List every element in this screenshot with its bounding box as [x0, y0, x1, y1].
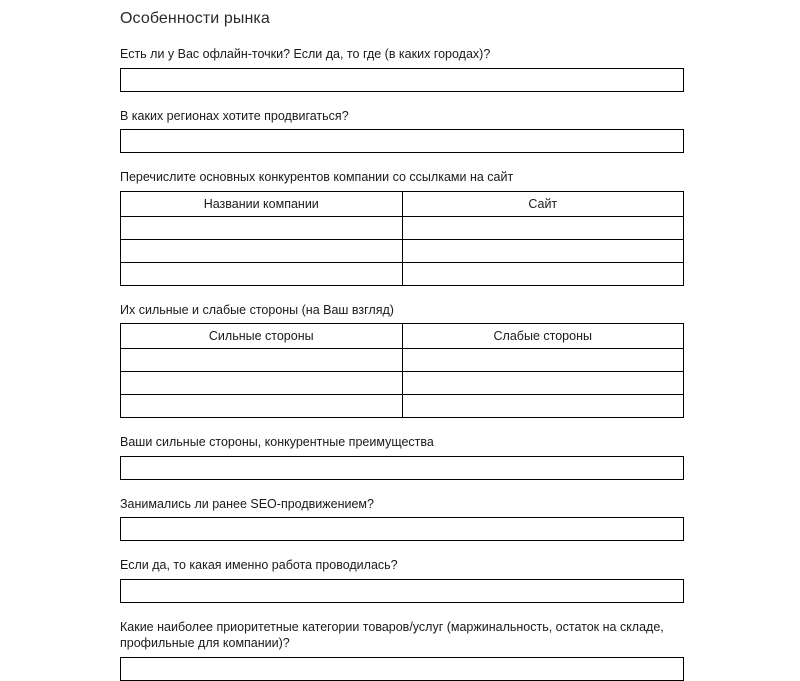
- cell-weakness[interactable]: [402, 395, 684, 418]
- cell-site[interactable]: [402, 216, 684, 239]
- question-seo-before: [120, 496, 684, 542]
- question-seo-what-work: [120, 557, 684, 603]
- competitors-table: [120, 191, 684, 286]
- cell-site[interactable]: [402, 239, 684, 262]
- question-label: Ваши сильные стороны, конкурентные преимущества: [120, 434, 684, 451]
- table-row: [121, 372, 684, 395]
- cell-company[interactable]: [121, 262, 403, 285]
- cell-company[interactable]: [121, 239, 403, 262]
- offline-points-input[interactable]: [120, 68, 684, 92]
- priority-categories-input[interactable]: [120, 657, 684, 681]
- question-own-strengths: [120, 434, 684, 480]
- question-label: Перечислите основных конкурентов компании со ссылками на сайт: [120, 169, 684, 186]
- column-header-company: Названии компании: [121, 191, 403, 216]
- seo-before-input[interactable]: [120, 517, 684, 541]
- table-row: [121, 349, 684, 372]
- seo-what-work-input[interactable]: [120, 579, 684, 603]
- cell-company[interactable]: [121, 216, 403, 239]
- regions-input[interactable]: [120, 129, 684, 153]
- cell-strength[interactable]: [121, 372, 403, 395]
- question-label: Их сильные и слабые стороны (на Ваш взгляд): [120, 302, 684, 319]
- question-label: Какие наиболее приоритетные категории товаров/услуг (маржинальность, остаток на складе, профильные для компании)?: [120, 619, 684, 653]
- table-header-row: [121, 191, 684, 216]
- question-label: В каких регионах хотите продвигаться?: [120, 108, 684, 125]
- table-row: [121, 239, 684, 262]
- question-label: Занимались ли ранее SEO-продвижением?: [120, 496, 684, 513]
- cell-weakness[interactable]: [402, 372, 684, 395]
- column-header-site: Сайт: [402, 191, 684, 216]
- question-strengths-weaknesses: [120, 302, 684, 419]
- question-offline-points: [120, 46, 684, 92]
- own-strengths-input[interactable]: [120, 456, 684, 480]
- table-row: [121, 262, 684, 285]
- question-label: Если да, то какая именно работа проводилась?: [120, 557, 684, 574]
- cell-strength[interactable]: [121, 395, 403, 418]
- page-title: Особенности рынка: [120, 10, 684, 28]
- cell-site[interactable]: [402, 262, 684, 285]
- question-label: Есть ли у Вас офлайн-точки? Если да, то где (в каких городах)?: [120, 46, 684, 63]
- cell-strength[interactable]: [121, 349, 403, 372]
- strengths-weaknesses-table: [120, 323, 684, 418]
- question-competitors: [120, 169, 684, 286]
- column-header-weaknesses: Слабые стороны: [402, 324, 684, 349]
- table-row: [121, 216, 684, 239]
- cell-weakness[interactable]: [402, 349, 684, 372]
- table-header-row: [121, 324, 684, 349]
- question-regions: [120, 108, 684, 154]
- column-header-strengths: Сильные стороны: [121, 324, 403, 349]
- document-content: [120, 10, 684, 681]
- table-row: [121, 395, 684, 418]
- question-priority-categories: [120, 619, 684, 681]
